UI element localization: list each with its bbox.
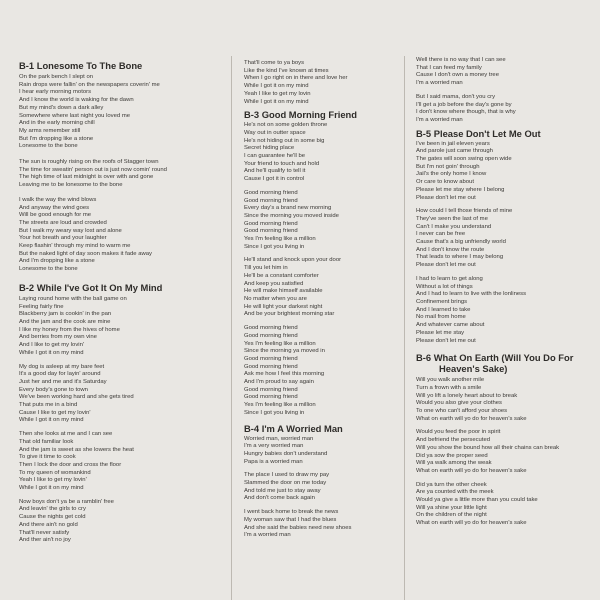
stanza: [19, 431, 224, 493]
lyric-line: While I got it on my mind: [244, 98, 309, 105]
lyric-line: And I'm dropping like a stone: [19, 258, 95, 265]
lyric-line: Please let me stay: [416, 329, 465, 336]
lyric-line: I'm a worried man: [244, 532, 291, 539]
lyric-line: But I walk my weary way lost and alone: [19, 227, 122, 234]
lyric-line: Slammed the door on me today: [244, 480, 327, 487]
lyric-line: What on earth will yo do for heaven's sake: [416, 520, 527, 527]
stanza: [416, 482, 600, 528]
lyric-line: To my queen of womankind: [19, 469, 91, 476]
song-title-b2: B-2 While I've Got It On My Mind: [19, 281, 163, 293]
lyric-line: Every body's gone to town: [19, 386, 88, 393]
lyric-line: And I don't know the route: [416, 246, 485, 253]
lyric-line: Ask me how I feel this morning: [244, 371, 325, 378]
lyric-line: That I can feed my family: [416, 64, 482, 71]
song-title-b3: B-3 Good Morning Friend: [244, 109, 358, 121]
lyric-line: Did ya sow the proper seed: [416, 452, 488, 459]
lyric-line: Would you also give your clothes: [416, 400, 503, 407]
lyric-line: And I learned to take: [416, 306, 471, 313]
lyric-line: Keep flashin' through my mind to warm me: [19, 243, 131, 250]
lyric-line: Turn a frown with a smile: [416, 384, 482, 391]
lyric-line: No matter when you are: [244, 295, 307, 302]
lyric-line: I never can be free: [416, 231, 466, 238]
lyric-line: But the naked light of day soon makes it fade away: [19, 250, 152, 257]
lyric-line: I'm a worried man: [416, 80, 463, 87]
lyric-line: Lonesome to the bone: [19, 143, 78, 150]
lyric-line: Would ya give a little more than you could take: [416, 497, 538, 504]
lyric-line: I don't know where though, that is why: [416, 109, 516, 116]
lyric-line: Yes I'm feeling like a million: [244, 402, 316, 409]
lyric-line: Since I got you living in: [244, 243, 305, 250]
lyric-line: And befriend the persecuted: [416, 437, 491, 444]
lyric-line: Your friend to touch and hold: [244, 160, 320, 167]
stanza: [244, 509, 399, 540]
lyric-line: Yes I'm feeling like a million: [244, 340, 316, 347]
lyric-line: Please don't let me out: [416, 194, 476, 201]
lyric-line: Good morning friend: [244, 332, 298, 339]
stanza: [19, 499, 224, 545]
lyric-line: The time for sweatin' person out is just now comin' round: [19, 166, 167, 173]
lyric-line: And he'll qualify to tell it: [244, 168, 306, 175]
lyric-line: While I got it on my mind: [19, 417, 84, 424]
lyric-line: We've been working hard and she gets tired: [19, 394, 134, 401]
lyric-line: What on earth will yo do for heaven's sake: [416, 467, 527, 474]
column-divider: [231, 56, 232, 600]
song-title-b5: B-5 Please Don't Let Me Out: [416, 127, 541, 139]
lyric-line: Cause that's a big unfriendly world: [416, 239, 506, 246]
lyric-line: Will ya walk among the weak: [416, 460, 492, 467]
lyric-line: And I'm proud to say again: [244, 379, 314, 386]
stanza: [19, 159, 224, 190]
stanza: [416, 208, 600, 270]
lyric-line: Secret hiding place: [244, 145, 295, 152]
lyric-line: I like my honey from the hives of home: [19, 326, 120, 333]
song-title-line: B-6 What On Earth (Will You Do For: [416, 352, 574, 364]
lyric-line: Jail's the only home I know: [416, 171, 487, 178]
lyric-line: Good morning friend: [244, 355, 298, 362]
stanza: [416, 57, 600, 88]
stanza: [416, 377, 600, 423]
stanza: [19, 296, 224, 358]
lyric-line: And I had to learn to live with the lonliness: [416, 291, 527, 298]
stanza: [244, 190, 399, 252]
lyric-line: And don't come back again: [244, 495, 315, 502]
lyric-line: And berries from my own vine: [19, 334, 97, 341]
lyric-line: Way out in outter space: [244, 129, 306, 136]
lyric-line: On the park bench I slept on: [19, 74, 94, 80]
lyric-line: I've been in jail eleven years: [416, 140, 490, 147]
lyric-line: He'll be a constant comforter: [244, 272, 319, 279]
stanza: [416, 94, 600, 125]
lyric-line: That puts me in a bind: [19, 402, 78, 409]
lyric-line: To one who can't afford your shoes: [416, 408, 508, 415]
lyric-line: Will yo lift a lonely heart about to break: [416, 392, 518, 399]
lyric-line: That leads to where I may belong: [416, 254, 504, 261]
lyric-line: I walk the way the wind blows: [19, 196, 97, 203]
lyric-line: It's a good day for layin' around: [19, 371, 101, 378]
lyric-line: I'm a worried man: [416, 116, 463, 123]
lyric-line: Please don't let me out: [416, 262, 476, 269]
stanza: [244, 436, 399, 467]
lyric-line: Good morning friend: [244, 386, 298, 393]
lyric-line: What on earth will yo do for heaven's sake: [416, 415, 527, 422]
lyric-line: The place I used to draw my pay: [244, 472, 330, 479]
lyric-line: Since I got you living in: [244, 409, 305, 416]
lyric-line: Cause I like to get my lovin': [19, 409, 91, 416]
lyric-line: When I go right on in there and love her: [244, 75, 348, 82]
lyric-line: Good morning friend: [244, 363, 298, 370]
lyric-line: No mail from home: [416, 314, 466, 321]
lyric-line: But I said mama, don't you cry: [416, 93, 496, 100]
lyric-line: Yeah I like to get my lovin': [19, 477, 87, 484]
lyric-line: Then she looks at me and I can see: [19, 431, 113, 438]
lyric-line: Till you let him in: [244, 265, 288, 272]
lyric-line: Laying round home with the ball game on: [19, 295, 127, 302]
column-1: [19, 60, 224, 545]
lyric-line: Yeah I like to get my lovin: [244, 90, 311, 97]
lyric-line: I'll get a job before the day's gone by: [416, 101, 512, 108]
song-title-b6: [416, 352, 600, 374]
lyric-line: While I got it on my mind: [19, 349, 84, 356]
lyric-line: Will be good enough for me: [19, 212, 92, 219]
lyric-line: I hear early morning motors: [19, 89, 92, 96]
lyric-line: And there ain't no gold: [19, 521, 78, 528]
lyric-line: And anyway the wind goes: [19, 204, 90, 211]
lyric-line: That'll come to ya boys: [244, 60, 305, 66]
lyric-line: Yes I'm feeling like a million: [244, 236, 316, 243]
lyric-line: But I'm dropping like a stone: [19, 135, 94, 142]
stanza: [244, 325, 399, 417]
stanza: [244, 122, 399, 184]
lyric-line: Every day's a brand new morning: [244, 205, 332, 212]
lyric-line: He'll stand and knock upon your door: [244, 257, 342, 264]
lyric-line: Since the morning you moved inside: [244, 212, 339, 219]
lyric-line: Please don't let me out: [416, 337, 476, 344]
lyric-line: And I know the world is waking for the dawn: [19, 97, 134, 104]
lyric-line: While I got it on my mind: [244, 83, 309, 90]
stanza: [19, 74, 224, 151]
lyric-line: But I'm not goin' through: [416, 163, 480, 170]
lyric-line: Without a lot of things: [416, 283, 473, 290]
song-title-line: Heaven's Sake): [439, 363, 508, 375]
lyric-line: Good morning friend: [244, 228, 298, 235]
lyric-line: Will you walk another mile: [416, 377, 485, 384]
column-divider: [404, 56, 405, 600]
lyric-line: Rain drops were fallin' on the newspapers coverin' me: [19, 81, 160, 88]
lyric-line: And leavin' the girls to cry: [19, 506, 86, 513]
lyric-line: Did ya turn the other cheek: [416, 481, 487, 488]
lyric-line: Good morning friend: [244, 220, 298, 227]
lyric-line: And ther ain't no joy: [19, 537, 71, 544]
stanza: [244, 257, 399, 319]
lyric-line: Papa is a worried man: [244, 458, 303, 465]
lyric-line: Just her and me and it's Saturday: [19, 378, 107, 385]
lyric-line: Since the morning ya moved in: [244, 348, 325, 355]
lyric-line: And in the early morning chill: [19, 120, 95, 127]
lyric-line: On the children of the night: [416, 512, 487, 519]
lyric-line: Good morning friend: [244, 189, 298, 196]
lyric-line: Feeling fairly fine: [19, 303, 64, 310]
lyric-line: He will make himself available: [244, 288, 323, 295]
lyric-line: Well there is no way that I can see: [416, 57, 506, 63]
lyric-line: Hungry babies don't understand: [244, 450, 328, 457]
lyric-line: Worried man, worried man: [244, 435, 314, 442]
lyric-line: Somewhere where last night you loved me: [19, 112, 130, 119]
lyric-line: How could I tell those friends of mine: [416, 208, 513, 215]
stanza: [19, 364, 224, 426]
lyric-line: Your hot breath and your laughter: [19, 235, 107, 242]
lyric-line: Good morning friend: [244, 325, 298, 332]
stanza: [416, 429, 600, 475]
lyric-line: And keep you satisfied: [244, 280, 304, 287]
lyric-line: Would you feed the poor in spirit: [416, 429, 501, 436]
lyric-line: Can't I make you understand: [416, 223, 492, 230]
lyric-line: Are ya counted with the meek: [416, 489, 494, 496]
lyric-line: And she said the babies need new shoes: [244, 524, 352, 531]
lyric-line: And whatever came about: [416, 322, 485, 329]
lyric-line: I'm a very worried man: [244, 443, 304, 450]
lyric-line: The high time of last midnight is over with and gone: [19, 174, 154, 181]
lyric-line: Good morning friend: [244, 197, 298, 204]
lyric-line: Blackberry jam is cookin' in the pan: [19, 311, 112, 318]
lyric-line: Cause I don't own a money tree: [416, 72, 499, 79]
lyric-line: Like the kind I've known at times: [244, 67, 329, 74]
lyric-line: Leaving me to be lonesome to the bone: [19, 182, 123, 189]
lyric-line: But my mind's down a dark alley: [19, 104, 104, 111]
lyric-line: Will you show the bound how all their chains can break: [416, 444, 560, 451]
stanza: [416, 276, 600, 345]
lyric-line: I had to learn to get along: [416, 275, 483, 282]
lyric-line: The gates will soon swing open wide: [416, 156, 512, 163]
song-title-b4: B-4 I'm A Worried Man: [244, 422, 343, 434]
lyric-line: Cause I got it in control: [244, 176, 305, 183]
lyric-line: They've seen the last of me: [416, 215, 488, 222]
lyric-line: Lonesome to the bone: [19, 266, 78, 273]
lyric-line: I went back home to break the news: [244, 509, 339, 516]
lyric-line: He's not on some golden throne: [244, 122, 328, 129]
lyric-line: Cause the nights get cold: [19, 514, 86, 521]
lyric-line: Then I lock the door and cross the floor: [19, 461, 122, 468]
lyric-line: He's not hiding out in some big: [244, 137, 325, 144]
lyric-line: That'll never satisfy: [19, 529, 70, 536]
lyric-line: I can guarantee he'll be: [244, 153, 306, 160]
lyric-line: The sun is roughly rising on the roofs of Stagger town: [19, 159, 159, 166]
lyric-line: Or care to know about: [416, 179, 474, 186]
lyric-line: That old familiar look: [19, 438, 74, 445]
lyric-line: And the jam and the cook are mine: [19, 318, 111, 325]
lyric-line: My arms remember still: [19, 127, 81, 134]
lyric-line: Good morning friend: [244, 394, 298, 401]
lyric-line: And parole just came through: [416, 148, 493, 155]
lyric-line: And be your brightest morning star: [244, 311, 335, 318]
column-2: [244, 60, 399, 540]
stanza: [416, 141, 600, 203]
lyric-line: Will ya shine your little light: [416, 504, 487, 511]
lyric-line: While I got it on my mind: [19, 485, 84, 492]
lyric-line: Now boys don't ya be a ramblin' free: [19, 498, 114, 505]
lyric-line: My woman saw that I had the blues: [244, 516, 337, 523]
stanza: [244, 60, 399, 106]
stanza: [244, 472, 399, 503]
stanza: [19, 197, 224, 274]
lyric-line: And told me just to stay away: [244, 487, 321, 494]
lyric-line: To give it time to cook: [19, 454, 76, 461]
lyric-line: And the jam is sweet as she lowers the heat: [19, 446, 134, 453]
lyric-line: Confinement brings: [416, 298, 468, 305]
lyric-line: He will light your darkest night: [244, 303, 323, 310]
lyric-line: Please let me stay where I belong: [416, 186, 505, 193]
lyric-line: My dog is asleep at my bare feet: [19, 363, 105, 370]
song-title-b1: B-1 Lonesome To The Bone: [19, 60, 143, 71]
lyric-line: The streets are loud and crowded: [19, 219, 107, 226]
column-3: [416, 57, 600, 528]
lyric-line: And I like to get my lovin': [19, 342, 84, 349]
